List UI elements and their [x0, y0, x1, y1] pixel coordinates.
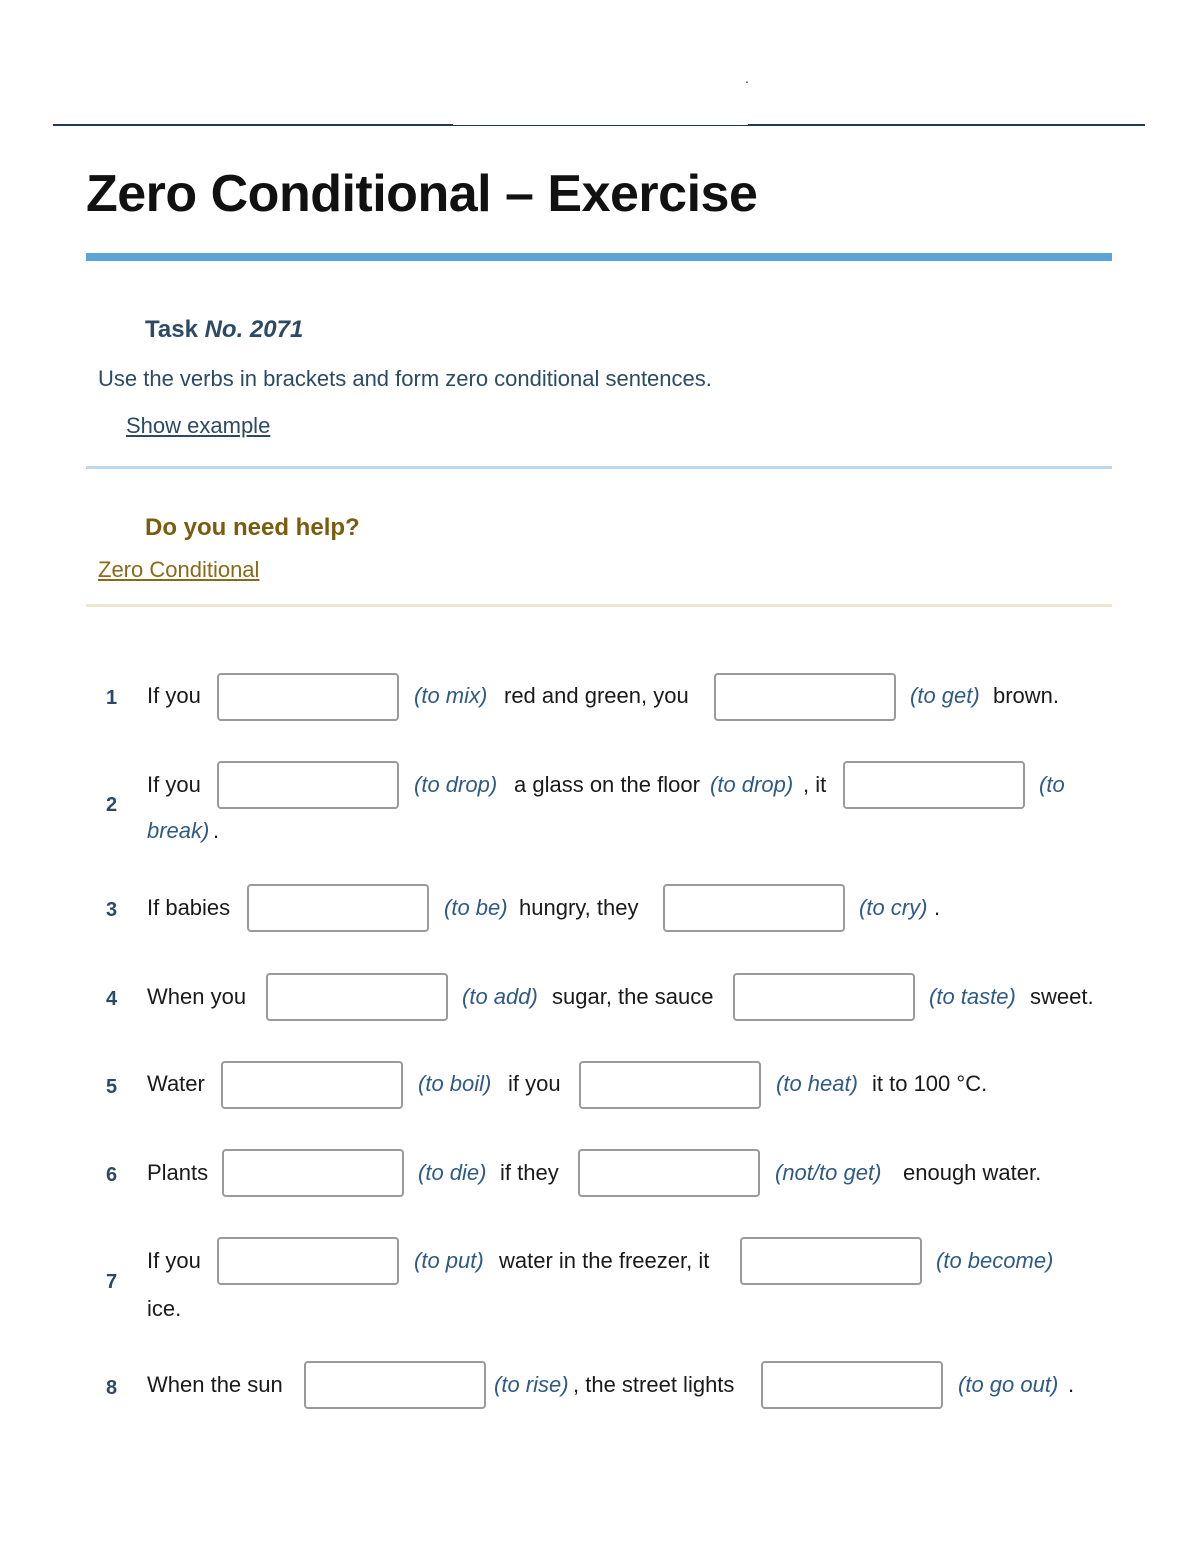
answer-input-4a[interactable] [266, 973, 448, 1021]
verb-hint: (not/to get) [775, 1160, 882, 1185]
task-instructions: Use the verbs in brackets and form zero conditional sentences. [98, 366, 712, 391]
sentence-text: If you [147, 1248, 201, 1273]
sentence-text: , it [803, 772, 827, 797]
verb-hint: (to boil) [418, 1071, 492, 1096]
exercise-number: 3 [106, 899, 118, 921]
sentence-text: Water [147, 1071, 205, 1096]
answer-input-7b[interactable] [740, 1237, 922, 1285]
sentence-text: hungry, they [519, 895, 639, 920]
help-title: Do you need help? [145, 514, 360, 541]
verb-hint: (to drop) [414, 772, 498, 797]
sentence-text: Plants [147, 1160, 209, 1185]
answer-input-8b[interactable] [761, 1361, 943, 1409]
answer-input-7a[interactable] [217, 1237, 399, 1285]
sentence-text: if you [508, 1071, 561, 1096]
verb-hint: break) [147, 818, 210, 843]
exercise-number: 5 [106, 1076, 118, 1098]
sentence-text: water in the freezer, it [499, 1248, 710, 1273]
sentence-text: sugar, the sauce [552, 984, 714, 1009]
verb-hint: (to add) [462, 984, 538, 1009]
answer-input-6a[interactable] [222, 1149, 404, 1197]
sentence-text: . [934, 895, 941, 920]
exercise-number: 7 [106, 1271, 118, 1293]
sentence-text: if they [500, 1160, 559, 1185]
sentence-text: red and green, you [504, 683, 689, 708]
verb-hint: (to become) [936, 1248, 1054, 1273]
verb-hint: (to put) [414, 1248, 484, 1273]
sentence-text: If you [147, 683, 201, 708]
help-link-zero-conditional[interactable]: Zero Conditional [98, 557, 260, 582]
exercise-number: 1 [106, 687, 118, 709]
verb-hint: (to taste) [929, 984, 1016, 1009]
verb-hint: (to heat) [776, 1071, 858, 1096]
exercise-number: 4 [106, 988, 118, 1010]
title-underline [86, 253, 1112, 261]
verb-hint: (to be) [444, 895, 508, 920]
sentence-text: enough water. [903, 1160, 1042, 1185]
sentence-text: If babies [147, 895, 231, 920]
answer-input-1a[interactable] [217, 673, 399, 721]
sentence-text: . [213, 818, 220, 843]
verb-hint: (to mix) [414, 683, 488, 708]
sentence-text: When the sun [147, 1372, 283, 1397]
sentence-text: sweet. [1030, 984, 1094, 1009]
answer-input-5b[interactable] [579, 1061, 761, 1109]
sentence-text: brown. [993, 683, 1060, 708]
help-divider [86, 604, 1112, 607]
sentence-text: it to 100 °C. [872, 1071, 988, 1096]
page-title: Zero Conditional – Exercise [86, 165, 758, 223]
sentence-text: When you [147, 984, 247, 1009]
verb-hint: (to die) [418, 1160, 487, 1185]
answer-input-2b[interactable] [843, 761, 1025, 809]
sentence-text: If you [147, 772, 201, 797]
answer-input-2a[interactable] [217, 761, 399, 809]
header-dot: . [745, 70, 749, 86]
show-example-link[interactable]: Show example [126, 413, 271, 438]
answer-input-4b[interactable] [733, 973, 915, 1021]
header-rule-middle [453, 125, 748, 126]
task-title-prefix: Task [145, 316, 205, 343]
header-rule-right [748, 124, 1145, 126]
verb-hint: (to [1039, 772, 1065, 797]
exercise-number: 8 [106, 1377, 118, 1399]
exercise-number: 6 [106, 1164, 118, 1186]
answer-input-3a[interactable] [247, 884, 429, 932]
answer-input-8a[interactable] [304, 1361, 486, 1409]
exercise-number: 2 [106, 794, 118, 816]
answer-input-3b[interactable] [663, 884, 845, 932]
verb-hint: (to cry) [859, 895, 928, 920]
sentence-text: , the street lights [573, 1372, 735, 1397]
sentence-text: ice. [147, 1296, 182, 1321]
verb-hint: (to go out) [958, 1372, 1059, 1397]
verb-hint: (to get) [910, 683, 980, 708]
verb-hint: (to drop) [710, 772, 794, 797]
header-rule-left [53, 124, 453, 126]
answer-input-5a[interactable] [221, 1061, 403, 1109]
sentence-text: a glass on the floor [514, 772, 700, 797]
task-divider [86, 466, 1112, 469]
task-number: No. 2071 [204, 316, 304, 343]
verb-hint: (to rise) [494, 1372, 569, 1397]
answer-input-1b[interactable] [714, 673, 896, 721]
answer-input-6b[interactable] [578, 1149, 760, 1197]
sentence-text: . [1068, 1372, 1075, 1397]
task-title [145, 316, 303, 344]
